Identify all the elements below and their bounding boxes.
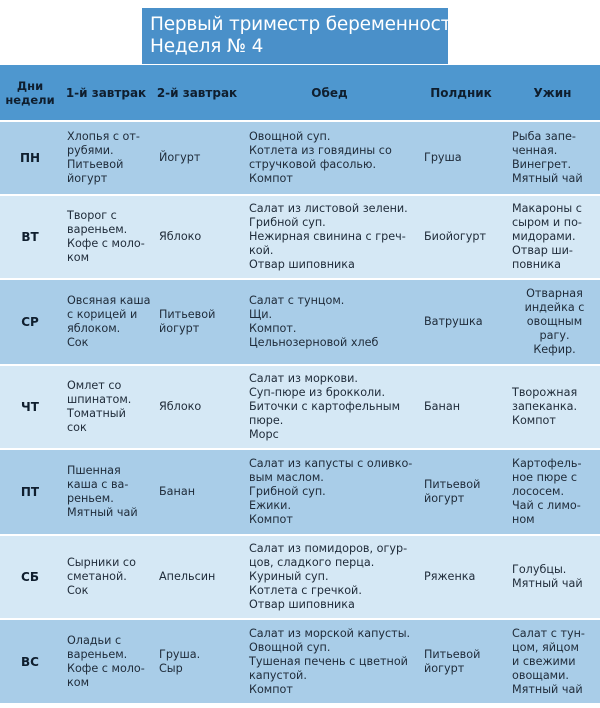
lunch-cell bbox=[242, 121, 417, 195]
cell-line: овощным bbox=[526, 315, 583, 328]
cell-line: рубями. bbox=[67, 144, 114, 157]
cell-line: Морс bbox=[249, 428, 279, 441]
cell-line: Куриный суп. bbox=[249, 570, 329, 583]
cell-line: Компот bbox=[249, 172, 293, 185]
snack-cell bbox=[417, 449, 505, 535]
cell-line: Апельсин bbox=[159, 570, 216, 583]
snack-cell bbox=[417, 535, 505, 619]
cell-line: Щи. bbox=[249, 308, 273, 321]
breakfast2-cell bbox=[152, 121, 242, 195]
cell-line: каша с ва- bbox=[67, 478, 129, 491]
cell-line: Сок bbox=[67, 336, 89, 349]
day-cell: ПТ bbox=[0, 449, 60, 535]
breakfast2-cell bbox=[152, 195, 242, 279]
cell-line: сметаной. bbox=[67, 570, 127, 583]
breakfast2-cell bbox=[152, 619, 242, 703]
cell-line: Салат с тун- bbox=[512, 626, 585, 640]
cell-line: Суп-пюре из брокколи. bbox=[249, 386, 386, 399]
cell-line: Мятный чай bbox=[512, 172, 583, 185]
dinner-cell bbox=[505, 195, 600, 279]
cell-line: ченная. bbox=[512, 144, 558, 157]
cell-line: и свежими bbox=[512, 654, 576, 668]
cell-line: Компот bbox=[249, 682, 293, 696]
cell-line: яблоком. bbox=[67, 322, 121, 335]
cell-line: Рыба запе- bbox=[512, 130, 576, 143]
table-header-row bbox=[0, 65, 600, 121]
cell-line: Компот. bbox=[249, 322, 297, 335]
lunch-cell bbox=[242, 365, 417, 449]
cell-line: овощами. bbox=[512, 668, 569, 682]
dinner-cell bbox=[505, 121, 600, 195]
header-dinner: Ужин bbox=[533, 85, 572, 100]
cell-line: лососем. bbox=[512, 485, 565, 498]
cell-line: ком bbox=[67, 675, 90, 689]
cell-line: Кефир. bbox=[533, 343, 576, 356]
cell-line: Салат из моркови. bbox=[249, 372, 358, 385]
lunch-cell bbox=[242, 535, 417, 619]
dinner-cell bbox=[505, 619, 600, 703]
lunch-cell bbox=[242, 195, 417, 279]
header-days-line1: Дни bbox=[16, 78, 44, 93]
breakfast2-cell bbox=[152, 535, 242, 619]
cell-line: Кофе с моло- bbox=[67, 661, 145, 675]
breakfast1-cell bbox=[60, 365, 152, 449]
cell-line: Груша bbox=[424, 151, 462, 164]
table-row bbox=[0, 121, 600, 195]
cell-line: Банан bbox=[424, 400, 461, 413]
cell-line: Компот bbox=[512, 414, 556, 427]
cell-line: сыром и по- bbox=[512, 216, 582, 229]
cell-line: Творог с bbox=[67, 209, 117, 222]
dinner-cell bbox=[505, 279, 600, 365]
cell-line: Йогурт bbox=[159, 151, 201, 164]
cell-line: мидорами. bbox=[512, 230, 576, 243]
cell-line: Салат из капусты с оливко- bbox=[249, 457, 413, 470]
dinner-cell bbox=[505, 535, 600, 619]
cell-line: Котлета из говядины со bbox=[249, 144, 392, 157]
cell-line: Отварная bbox=[526, 287, 583, 300]
cell-line: Творожная bbox=[512, 386, 578, 399]
cell-line: рагу. bbox=[539, 329, 570, 342]
breakfast1-cell bbox=[60, 535, 152, 619]
cell-line: Груша. bbox=[159, 647, 201, 661]
cell-line: Питьевой bbox=[424, 647, 481, 661]
cell-line: йогурт bbox=[424, 661, 465, 675]
cell-line: йогурт bbox=[424, 492, 465, 505]
cell-line: Банан bbox=[159, 485, 196, 498]
day-cell: ЧТ bbox=[0, 365, 60, 449]
cell-line: капустой. bbox=[249, 668, 307, 682]
breakfast1-cell bbox=[60, 619, 152, 703]
dinner-cell bbox=[505, 365, 600, 449]
header-days-line2: недели bbox=[5, 92, 55, 107]
cell-line: Питьевой bbox=[67, 158, 124, 171]
day-cell: ПН bbox=[0, 121, 60, 195]
cell-line: Отвар шиповника bbox=[249, 598, 355, 611]
breakfast1-cell bbox=[60, 279, 152, 365]
cell-line: Биточки с картофельным bbox=[249, 400, 401, 413]
cell-line: сок bbox=[67, 421, 87, 434]
lunch-cell bbox=[242, 449, 417, 535]
cell-line: Сок bbox=[67, 584, 89, 597]
cell-line: Питьевой bbox=[159, 308, 216, 321]
cell-line: цом, яйцом bbox=[512, 640, 579, 654]
table-row bbox=[0, 619, 600, 703]
cell-line: пюре. bbox=[249, 414, 284, 427]
cell-line: Салат с тунцом. bbox=[249, 294, 345, 307]
cell-line: Голубцы. bbox=[512, 563, 567, 576]
cell-line: Овощной суп. bbox=[249, 130, 331, 143]
cell-line: Картофель- bbox=[512, 457, 582, 470]
cell-line: Отвар шиповника bbox=[249, 258, 355, 271]
breakfast2-cell bbox=[152, 449, 242, 535]
snack-cell bbox=[417, 279, 505, 365]
cell-line: реньем. bbox=[67, 492, 114, 505]
day-cell: СР bbox=[0, 279, 60, 365]
cell-line: йогурт bbox=[159, 322, 200, 335]
breakfast1-cell bbox=[60, 449, 152, 535]
cell-line: Мятный чай bbox=[512, 577, 583, 590]
cell-line: ком bbox=[67, 251, 90, 264]
header-days bbox=[0, 65, 60, 121]
cell-line: повника bbox=[512, 258, 561, 271]
breakfast2-cell bbox=[152, 279, 242, 365]
day-cell: ВТ bbox=[0, 195, 60, 279]
table-row bbox=[0, 195, 600, 279]
cell-line: Ватрушка bbox=[424, 315, 483, 328]
cell-line: Салат из морской капусты. bbox=[249, 626, 411, 640]
cell-line: Питьевой bbox=[424, 478, 481, 491]
cell-line: Нежирная свинина с греч- bbox=[249, 230, 406, 243]
cell-line: Биойогурт bbox=[424, 230, 487, 243]
cell-line: Макароны с bbox=[512, 202, 582, 215]
day-cell: СБ bbox=[0, 535, 60, 619]
cell-line: Омлет со bbox=[67, 379, 122, 392]
cell-line: Салат из листовой зелени. bbox=[249, 202, 408, 215]
cell-line: индейка с bbox=[524, 301, 585, 314]
cell-line: стручковой фасолью. bbox=[249, 158, 377, 171]
snack-cell bbox=[417, 365, 505, 449]
cell-line: Сыр bbox=[159, 661, 183, 675]
cell-line: йогурт bbox=[67, 172, 108, 185]
cell-line: Яблоко bbox=[159, 400, 202, 413]
cell-line: Отвар ши- bbox=[512, 244, 573, 257]
title-line-1: Первый триместр беременности. bbox=[150, 14, 469, 35]
cell-line: ном bbox=[512, 513, 535, 526]
cell-line: Салат из помидоров, огур- bbox=[249, 542, 408, 555]
cell-line: Грибной суп. bbox=[249, 216, 326, 229]
cell-line: ное пюре с bbox=[512, 471, 578, 484]
cell-line: шпинатом. bbox=[67, 393, 132, 406]
snack-cell bbox=[417, 195, 505, 279]
cell-line: Компот bbox=[249, 513, 293, 526]
header-lunch: Обед bbox=[311, 85, 348, 100]
breakfast1-cell bbox=[60, 195, 152, 279]
header-breakfast2: 2-й завтрак bbox=[156, 85, 238, 100]
header-breakfast1: 1-й завтрак bbox=[65, 85, 147, 100]
cell-line: Овощной суп. bbox=[249, 640, 331, 654]
table-row bbox=[0, 365, 600, 449]
cell-line: Сырники со bbox=[67, 556, 136, 569]
cell-line: Хлопья с от- bbox=[67, 130, 140, 143]
cell-line: Ряженка bbox=[424, 570, 476, 583]
cell-line: Чай с лимо- bbox=[512, 499, 581, 512]
cell-line: цов, сладкого перца. bbox=[249, 556, 375, 569]
cell-line: Мятный чай bbox=[512, 682, 583, 696]
cell-line: Оладьи с bbox=[67, 633, 122, 647]
cell-line: вареньем. bbox=[67, 223, 128, 236]
table-row bbox=[0, 535, 600, 619]
cell-line: вым маслом. bbox=[249, 471, 324, 484]
lunch-cell bbox=[242, 279, 417, 365]
cell-line: Ежики. bbox=[249, 499, 292, 512]
cell-line: Пшенная bbox=[67, 464, 121, 477]
cell-line: кой. bbox=[249, 244, 274, 257]
cell-line: Винегрет. bbox=[512, 158, 572, 171]
dinner-cell bbox=[505, 449, 600, 535]
cell-line: Томатный bbox=[67, 407, 126, 420]
snack-cell bbox=[417, 121, 505, 195]
cell-line: Котлета с гречкой. bbox=[249, 584, 362, 597]
day-cell: ВС bbox=[0, 619, 60, 703]
cell-line: с корицей и bbox=[67, 308, 138, 321]
table-row bbox=[0, 449, 600, 535]
title-line-2: Неделя № 4 bbox=[150, 36, 264, 57]
page-title bbox=[142, 8, 469, 64]
cell-line: Яблоко bbox=[159, 230, 202, 243]
table-row bbox=[0, 279, 600, 365]
header-snack: Полдник bbox=[430, 85, 492, 100]
cell-line: Кофе с моло- bbox=[67, 237, 145, 250]
cell-line: Цельнозерновой хлеб bbox=[249, 336, 379, 349]
cell-line: запеканка. bbox=[512, 400, 578, 413]
snack-cell bbox=[417, 619, 505, 703]
breakfast1-cell bbox=[60, 121, 152, 195]
cell-line: Тушеная печень с цветной bbox=[249, 654, 408, 668]
cell-line: Овсяная каша bbox=[67, 294, 151, 307]
cell-line: Грибной суп. bbox=[249, 485, 326, 498]
cell-line: Мятный чай bbox=[67, 506, 138, 519]
breakfast2-cell bbox=[152, 365, 242, 449]
cell-line: вареньем. bbox=[67, 647, 128, 661]
meal-plan-table bbox=[0, 65, 600, 703]
lunch-cell bbox=[242, 619, 417, 703]
